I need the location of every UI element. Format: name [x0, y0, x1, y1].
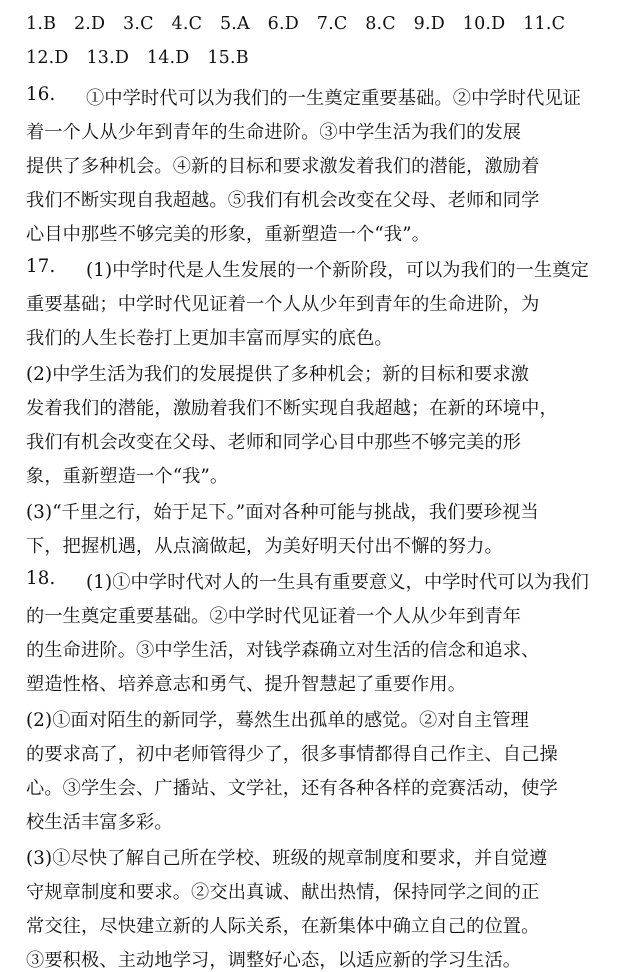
- mc-answer: 5.A: [219, 14, 250, 34]
- answer-line: 重要基础；中学时代见证着一个人从少年到青年的生命进阶，为: [26, 294, 540, 315]
- answer-line: 象，重新塑造一个“我”。: [26, 466, 229, 487]
- answer-line: 心目中那些不够完美的形象，重新塑造一个“我”。: [26, 224, 430, 245]
- answer-line: 提供了多种机会。④新的目标和要求激发着我们的潜能，激励着: [26, 156, 540, 177]
- answer-line: (3)“千里之行，始于足下。”面对各种可能与挑战，我们要珍视当: [26, 502, 539, 523]
- answer-line: ①中学时代可以为我们的一生奠定重要基础。②中学时代见证: [86, 88, 582, 109]
- mc-answer: 15.B: [207, 48, 249, 68]
- mc-answer: 10.D: [462, 14, 506, 34]
- answer-line: (3)①尽快了解自己所在学校、班级的规章制度和要求，并自觉遵: [26, 848, 548, 869]
- answer-line: 我们不断实现自我超越。⑤我们有机会改变在父母、老师和同学: [26, 190, 540, 211]
- mc-answers-row-1: [26, 14, 577, 34]
- answer-line: 心。③学生会、广播站、文学社，还有各种各样的竞赛活动，使学: [26, 778, 558, 799]
- answer-line: 着一个人从少年到青年的生命进阶。③中学生活为我们的发展: [26, 122, 522, 143]
- question-number: 17.: [26, 256, 56, 277]
- answer-line: 塑造性格、培养意志和勇气、提升智慧起了重要作用。: [26, 674, 467, 695]
- mc-answer: 2.D: [73, 14, 106, 34]
- mc-answer: 4.C: [171, 14, 203, 34]
- mc-answer: 7.C: [316, 14, 348, 34]
- mc-answer: 12.D: [26, 48, 69, 68]
- answer-line: 的一生奠定重要基础。②中学时代见证着一个人从少年到青年: [26, 606, 522, 627]
- answer-line: (1)中学时代是人生发展的一个新阶段，可以为我们的一生奠定: [86, 260, 589, 281]
- answer-line: ③要积极、主动地学习，调整好心态，以适应新的学习生活。: [26, 950, 522, 971]
- mc-answer: 9.D: [413, 14, 445, 34]
- mc-answer: 3.C: [123, 14, 154, 34]
- answer-line: 的要求高了，初中老师管得少了，很多事情都得自己作主、自己操: [26, 744, 558, 765]
- answer-line: 下，把握机遇，从点滴做起，为美好明天付出不懈的努力。: [26, 536, 503, 557]
- answer-line: 我们的人生长卷打上更加丰富而厚实的底色。: [26, 328, 393, 349]
- mc-answers-row-2: [26, 48, 261, 68]
- answer-line: 常交往，尽快建立新的人际关系，在新集体中确立自己的位置。: [26, 916, 540, 937]
- answer-line: 我们有机会改变在父母、老师和同学心目中那些不够完美的形: [26, 432, 522, 453]
- mc-answer: 11.C: [523, 14, 566, 34]
- question-number: 16.: [26, 84, 56, 105]
- mc-answer: 8.C: [365, 14, 396, 34]
- answer-line: 校生活丰富多彩。: [26, 812, 173, 833]
- mc-answer: 13.D: [86, 48, 130, 68]
- answer-line: 发着我们的潜能，激励着我们不断实现自我超越；在新的环境中，: [26, 398, 558, 419]
- answer-line: (1)①中学时代对人的一生具有重要意义，中学时代可以为我们: [86, 572, 589, 593]
- question-number: 18.: [26, 568, 56, 589]
- mc-answer: 6.D: [267, 14, 299, 34]
- answer-line: (2)中学生活为我们的发展提供了多种机会；新的目标和要求激: [26, 364, 529, 385]
- mc-answer: 14.D: [146, 48, 190, 68]
- answer-line: 守规章制度和要求。②交出真诚、献出热情，保持同学之间的正: [26, 882, 540, 903]
- answer-line: (2)①面对陌生的新同学，蓦然生出孤单的感觉。②对自主管理: [26, 710, 529, 731]
- mc-answer: 1.B: [26, 14, 57, 34]
- answer-line: 的生命进阶。③中学生活，对钱学森确立对生活的信念和追求、: [26, 640, 540, 661]
